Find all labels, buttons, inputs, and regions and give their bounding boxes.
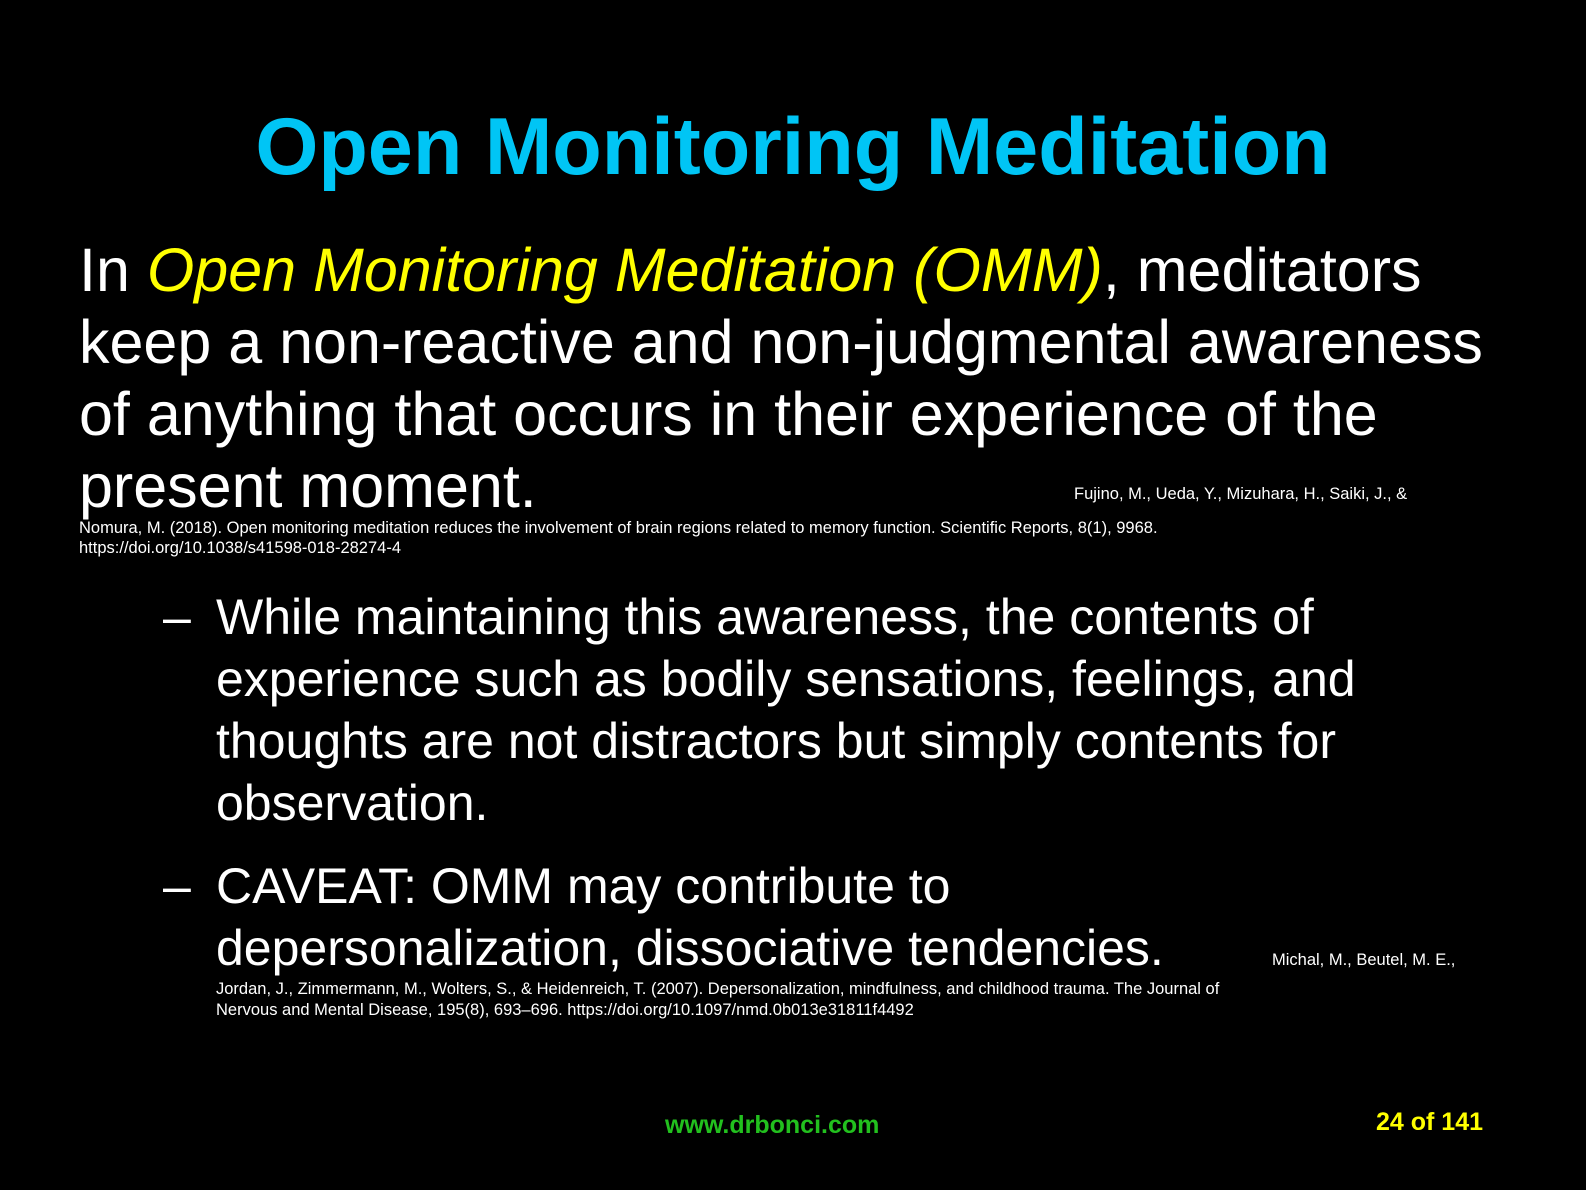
dash-icon: – <box>163 858 191 914</box>
reference-2-line1: Jordan, J., Zimmermann, M., Wolters, S., & Heidenreich, T. (2007). Depersonalization, mindfulness, and childhood trauma. The Journal of <box>216 980 1220 998</box>
bullet-text-2-line1: CAVEAT: OMM may contribute to <box>216 858 951 914</box>
reference-1-link[interactable]: https://doi.org/10.1038/s41598-018-28274-4 <box>79 539 401 557</box>
reference-1-head: Fujino, M., Ueda, Y., Mizuhara, H., Saiki, J., & <box>1074 485 1408 503</box>
intro-paragraph <box>79 234 1549 522</box>
reference-2-line2[interactable]: Nervous and Mental Disease, 195(8), 693–696. https://doi.org/10.1097/nmd.0b013e31811f4492 <box>216 1001 914 1019</box>
footer-website-link[interactable]: www.drbonci.com <box>665 1111 880 1139</box>
reference-2-head: Michal, M., Beutel, M. E., <box>1272 951 1456 969</box>
intro-highlight: Open Monitoring Meditation (OMM) <box>146 236 1103 304</box>
slide-title: Open Monitoring Meditation <box>255 102 1331 192</box>
page-indicator: 24 of 141 <box>1376 1108 1484 1136</box>
intro-rest: , meditators keep a non-reactive and non-judgmental awareness of anything that occurs in their experience of the present moment. <box>79 236 1483 520</box>
reference-1 <box>79 485 1549 558</box>
reference-1-line1: Nomura, M. (2018). Open monitoring meditation reduces the involvement of brain regions related to memory function. Scientific Reports, 8(1), 9968. <box>79 519 1158 537</box>
reference-2 <box>216 979 1506 1021</box>
bullet-text-1: While maintaining this awareness, the contents of experience such as bodily sensations, feelings, and thoughts are not distractors but simply contents for observation. <box>216 589 1356 831</box>
intro-prefix: In <box>79 236 147 304</box>
bullet-text-2-line2: depersonalization, dissociative tendencies. <box>216 920 1164 976</box>
dash-icon: – <box>163 589 191 645</box>
